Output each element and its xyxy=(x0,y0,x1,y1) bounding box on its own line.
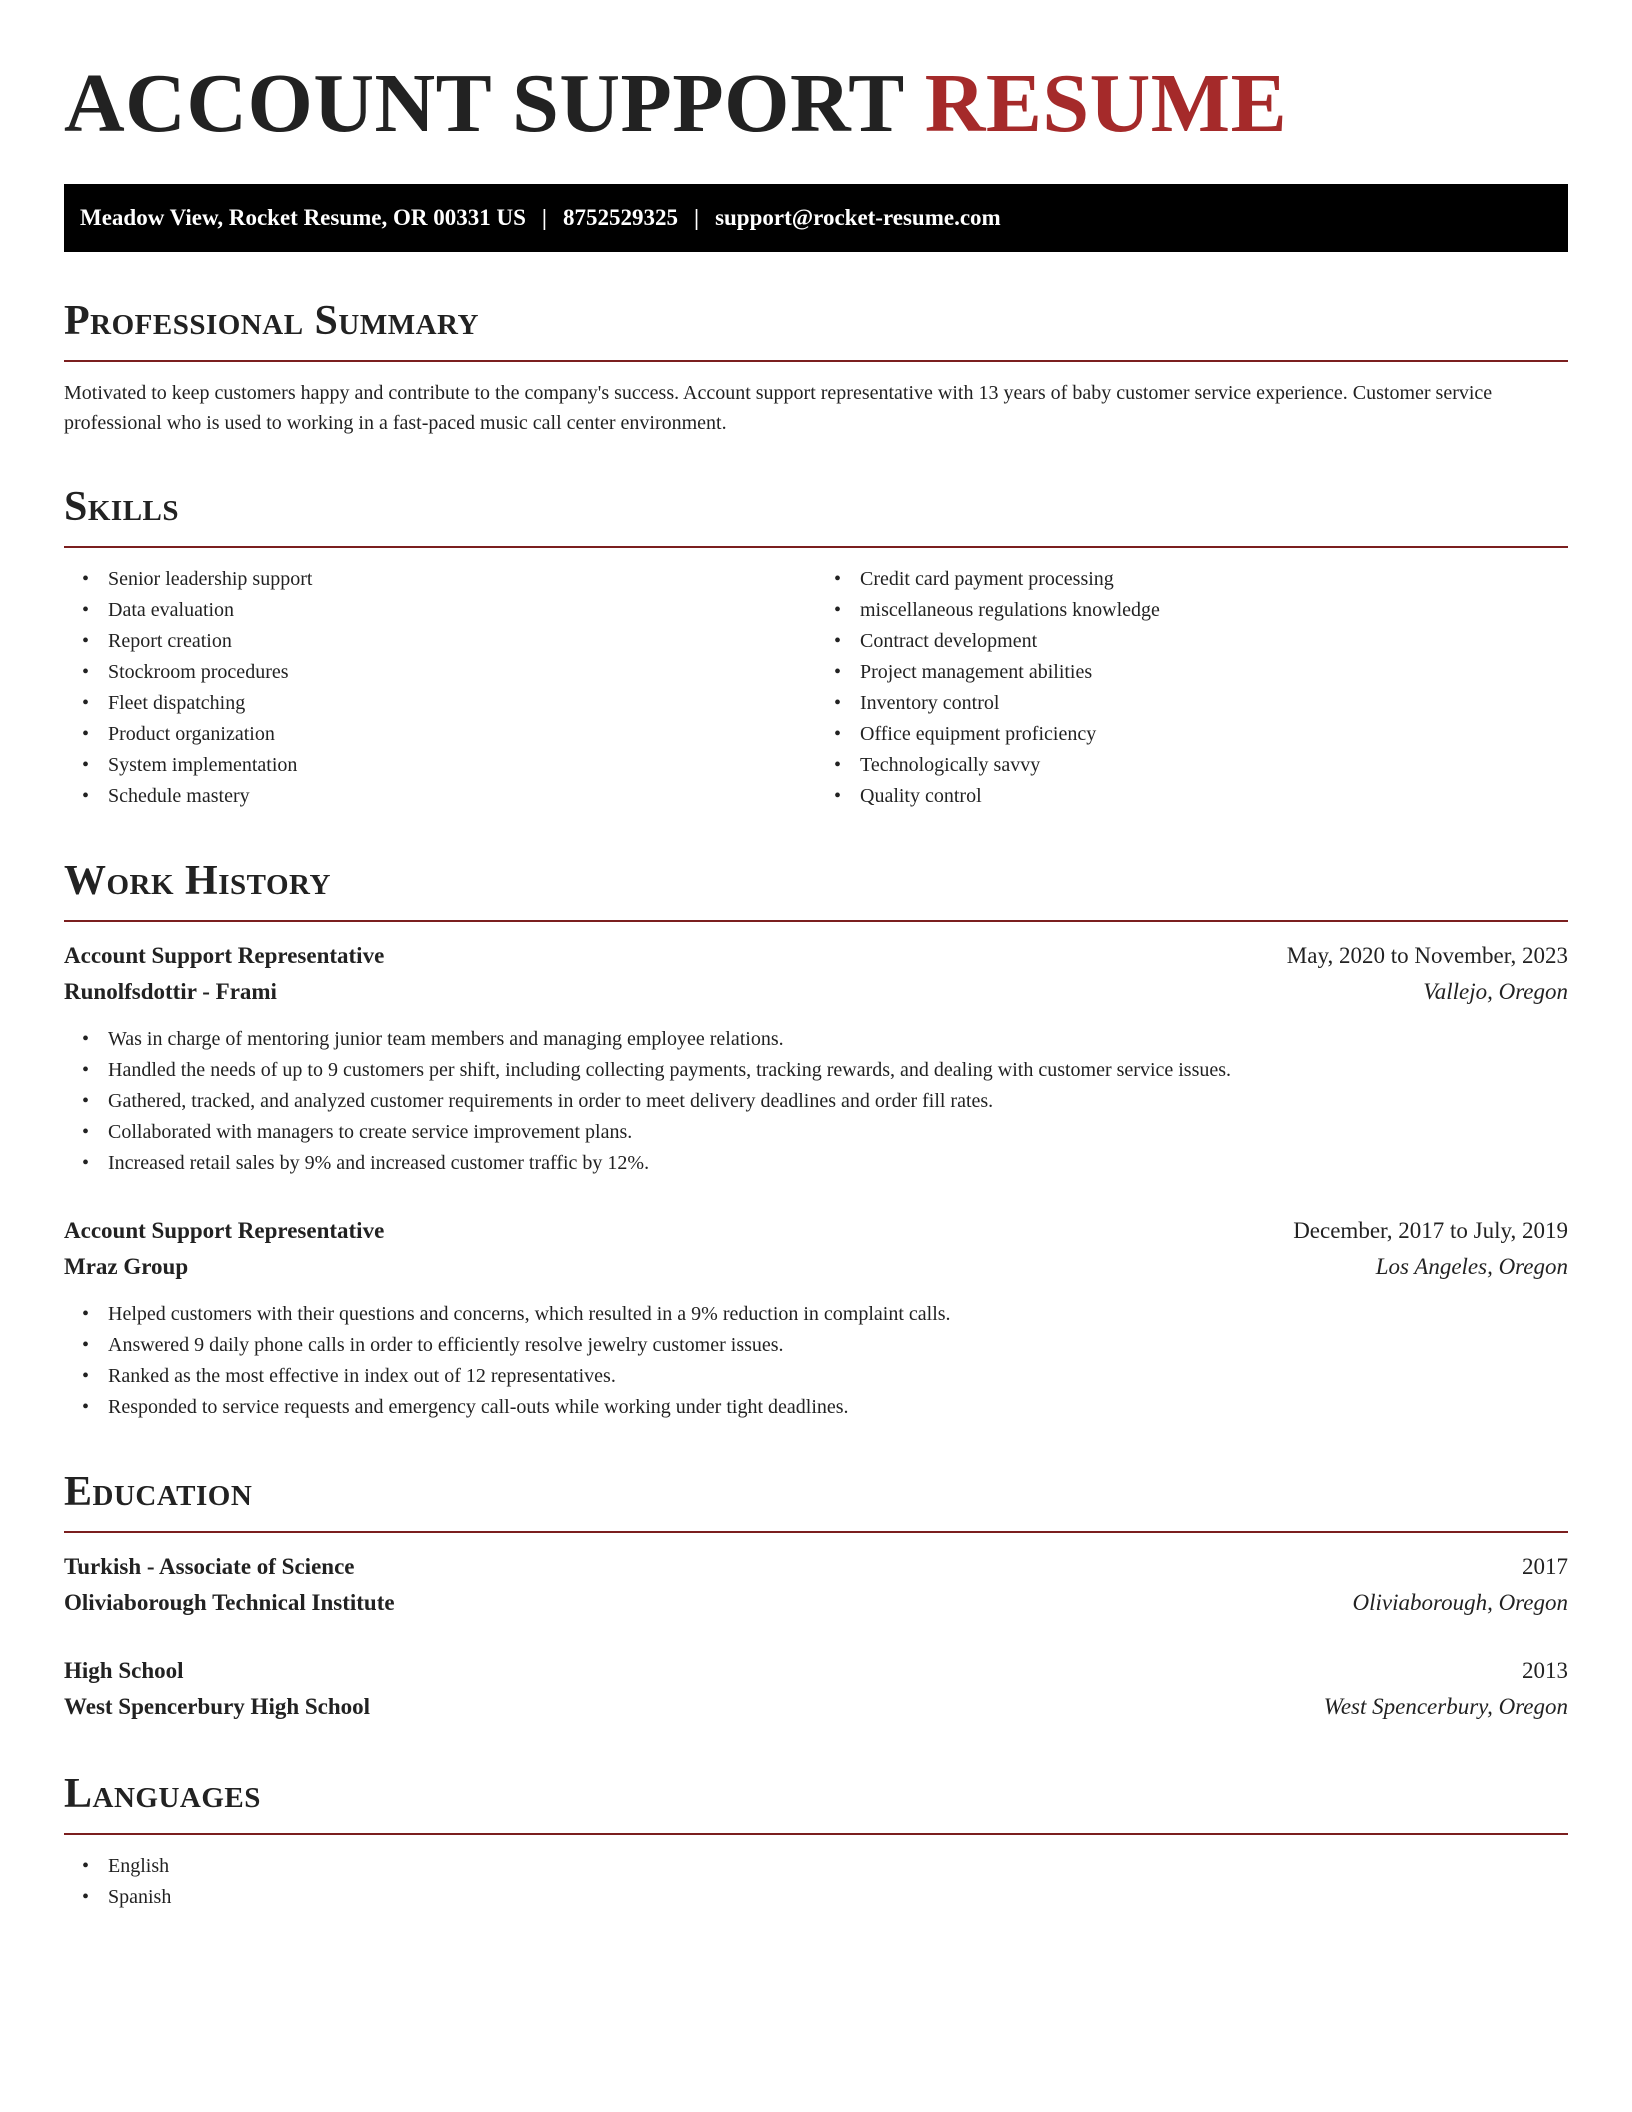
skill-item: • Data evaluation xyxy=(64,595,816,626)
summary-heading: Professional Summary xyxy=(64,298,479,344)
job-company: Runolfsdottir - Frami xyxy=(64,979,277,1004)
section-divider xyxy=(64,1833,1568,1835)
job-duty: • Helped customers with their questions and concerns, which resulted in a 9% reduction in complaint calls. xyxy=(64,1299,1568,1330)
job-duty: • Handled the needs of up to 9 customers per shift, including collecting payments, tracking rewards, and dealing with customer service issues. xyxy=(64,1055,1568,1086)
education-degree: High School xyxy=(64,1658,184,1683)
job-location: Los Angeles, Oregon xyxy=(1375,1254,1568,1279)
education-heading: Education xyxy=(64,1469,253,1515)
skill-item: • Schedule mastery xyxy=(64,781,816,812)
job-duties-list xyxy=(64,1299,1568,1423)
skill-item: • Technologically savvy xyxy=(816,750,1568,781)
skill-item: • Contract development xyxy=(816,626,1568,657)
skills-heading: Skills xyxy=(64,484,180,530)
skill-item: • Office equipment proficiency xyxy=(816,719,1568,750)
languages-heading: Languages xyxy=(64,1771,261,1817)
job-company-row xyxy=(64,1249,1568,1285)
skills-grid xyxy=(64,564,1568,812)
skills-section xyxy=(64,482,1568,812)
education-location: West Spencerbury, Oregon xyxy=(1323,1694,1568,1719)
education-degree-row xyxy=(64,1549,1568,1585)
education-location: Oliviaborough, Oregon xyxy=(1352,1590,1568,1615)
resume-title xyxy=(64,56,1568,152)
languages-section xyxy=(64,1769,1568,1913)
work-history-heading: Work History xyxy=(64,858,331,904)
skill-item: • miscellaneous regulations knowledge xyxy=(816,595,1568,626)
job-dates: December, 2017 to July, 2019 xyxy=(1293,1218,1568,1243)
job-company-row xyxy=(64,974,1568,1010)
job-duty: • Gathered, tracked, and analyzed customer requirements in order to meet delivery deadlines and order fill rates. xyxy=(64,1086,1568,1117)
skills-list-right xyxy=(816,564,1568,812)
job-duty: • Ranked as the most effective in index out of 12 representatives. xyxy=(64,1361,1568,1392)
education-degree: Turkish - Associate of Science xyxy=(64,1554,355,1579)
title-accent: RESUME xyxy=(924,57,1288,150)
section-divider xyxy=(64,920,1568,922)
education-entry xyxy=(64,1653,1568,1725)
job-location: Vallejo, Oregon xyxy=(1423,979,1568,1004)
work-history-section xyxy=(64,856,1568,1423)
skill-item: • Credit card payment processing xyxy=(816,564,1568,595)
job-dates: May, 2020 to November, 2023 xyxy=(1286,943,1568,968)
contact-phone: 8752529325 xyxy=(562,205,678,230)
languages-list xyxy=(64,1851,1568,1913)
job-duty: • Was in charge of mentoring junior team members and managing employee relations. xyxy=(64,1024,1568,1055)
language-item: • English xyxy=(64,1851,1568,1882)
job-entry xyxy=(64,1213,1568,1423)
education-year: 2013 xyxy=(1522,1658,1568,1683)
contact-address: Meadow View, Rocket Resume, OR 00331 US xyxy=(80,205,526,230)
job-duties-list xyxy=(64,1024,1568,1179)
job-header-row xyxy=(64,938,1568,974)
contact-email: support@rocket-resume.com xyxy=(715,205,1001,230)
skills-list-left xyxy=(64,564,816,812)
skill-item: • Project management abilities xyxy=(816,657,1568,688)
education-section xyxy=(64,1467,1568,1725)
skill-item: • Fleet dispatching xyxy=(64,688,816,719)
education-degree-row xyxy=(64,1653,1568,1689)
job-entry xyxy=(64,938,1568,1179)
section-divider xyxy=(64,360,1568,362)
education-entry xyxy=(64,1549,1568,1621)
language-item: • Spanish xyxy=(64,1882,1568,1913)
skill-item: • Quality control xyxy=(816,781,1568,812)
job-company: Mraz Group xyxy=(64,1254,189,1279)
education-school: West Spencerbury High School xyxy=(64,1694,371,1719)
contact-bar xyxy=(64,184,1568,252)
job-duty: • Responded to service requests and emergency call-outs while working under tight deadlines. xyxy=(64,1392,1568,1423)
skill-item: • Senior leadership support xyxy=(64,564,816,595)
skill-item: • Inventory control xyxy=(816,688,1568,719)
title-main: ACCOUNT SUPPORT xyxy=(64,57,904,150)
job-header-row xyxy=(64,1213,1568,1249)
job-duty: • Collaborated with managers to create service improvement plans. xyxy=(64,1117,1568,1148)
summary-text: Motivated to keep customers happy and contribute to the company's success. Account support representative with 13 years of baby customer service experience. Customer service professional who is used to working in a fast-paced music call center environment. xyxy=(64,382,1493,434)
education-year: 2017 xyxy=(1522,1554,1568,1579)
skill-item: • System implementation xyxy=(64,750,816,781)
section-divider xyxy=(64,546,1568,548)
job-duty: • Answered 9 daily phone calls in order to efficiently resolve jewelry customer issues. xyxy=(64,1330,1568,1361)
summary-section xyxy=(64,296,1568,438)
skill-item: • Report creation xyxy=(64,626,816,657)
job-title: Account Support Representative xyxy=(64,943,385,968)
contact-separator: | xyxy=(541,205,547,230)
section-divider xyxy=(64,1531,1568,1533)
job-title: Account Support Representative xyxy=(64,1218,385,1243)
job-duty: • Increased retail sales by 9% and increased customer traffic by 12%. xyxy=(64,1148,1568,1179)
skill-item: • Stockroom procedures xyxy=(64,657,816,688)
education-school-row xyxy=(64,1585,1568,1621)
education-school: Oliviaborough Technical Institute xyxy=(64,1590,395,1615)
skill-item: • Product organization xyxy=(64,719,816,750)
contact-separator: | xyxy=(693,205,700,230)
education-school-row xyxy=(64,1689,1568,1725)
